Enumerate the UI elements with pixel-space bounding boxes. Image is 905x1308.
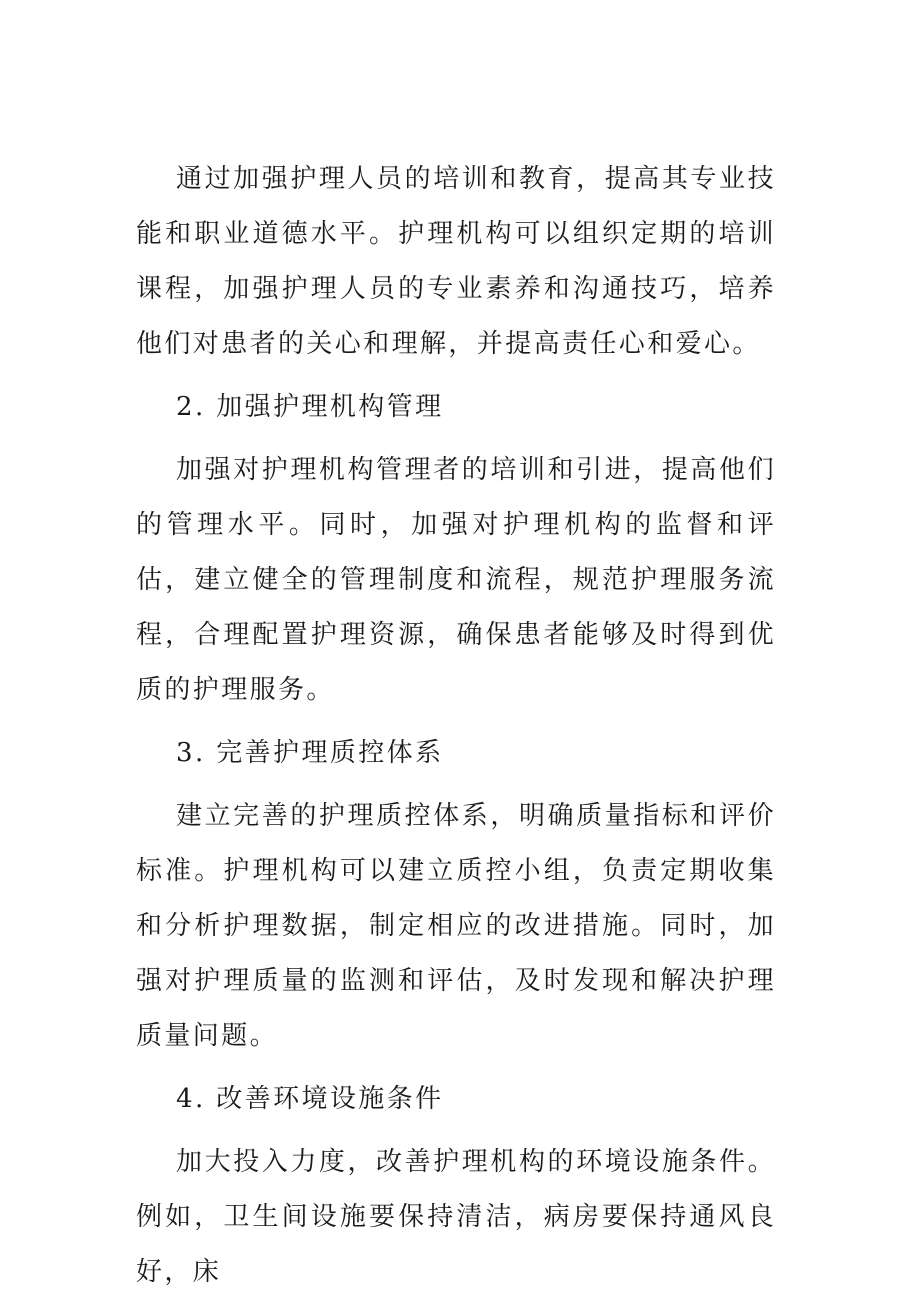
paragraph-training: 通过加强护理人员的培训和教育，提高其专业技能和职业道德水平。护理机构可以组织定期的培训课程，加强护理人员的专业素养和沟通技巧，培养他们对患者的关心和理解，并提高责任心和爱心。 bbox=[136, 164, 776, 359]
paragraph-quality-control: 建立完善的护理质控体系，明确质量指标和评价标准。护理机构可以建立质控小组，负责定期收集和分析护理数据，制定相应的改进措施。同时，加强对护理质量的监测和评估，及时发现和解决护理质量问题。 bbox=[136, 801, 776, 1051]
document-body bbox=[136, 152, 776, 1308]
paragraph-facilities: 加大投入力度，改善护理机构的环境设施条件。例如，卫生间设施要保持清洁，病房要保持通风良好，床 bbox=[136, 1147, 776, 1287]
heading-management: 2. 加强护理机构管理 bbox=[176, 392, 444, 422]
paragraph-management: 加强对护理机构管理者的培训和引进，提高他们的管理水平。同时，加强对护理机构的监督和评估，建立健全的管理制度和流程，规范护理服务流程，合理配置护理资源，确保患者能够及时得到优质的护理服务。 bbox=[136, 455, 776, 705]
heading-quality-control: 3. 完善护理质控体系 bbox=[176, 738, 444, 768]
heading-facilities: 4. 改善环境设施条件 bbox=[176, 1084, 444, 1114]
